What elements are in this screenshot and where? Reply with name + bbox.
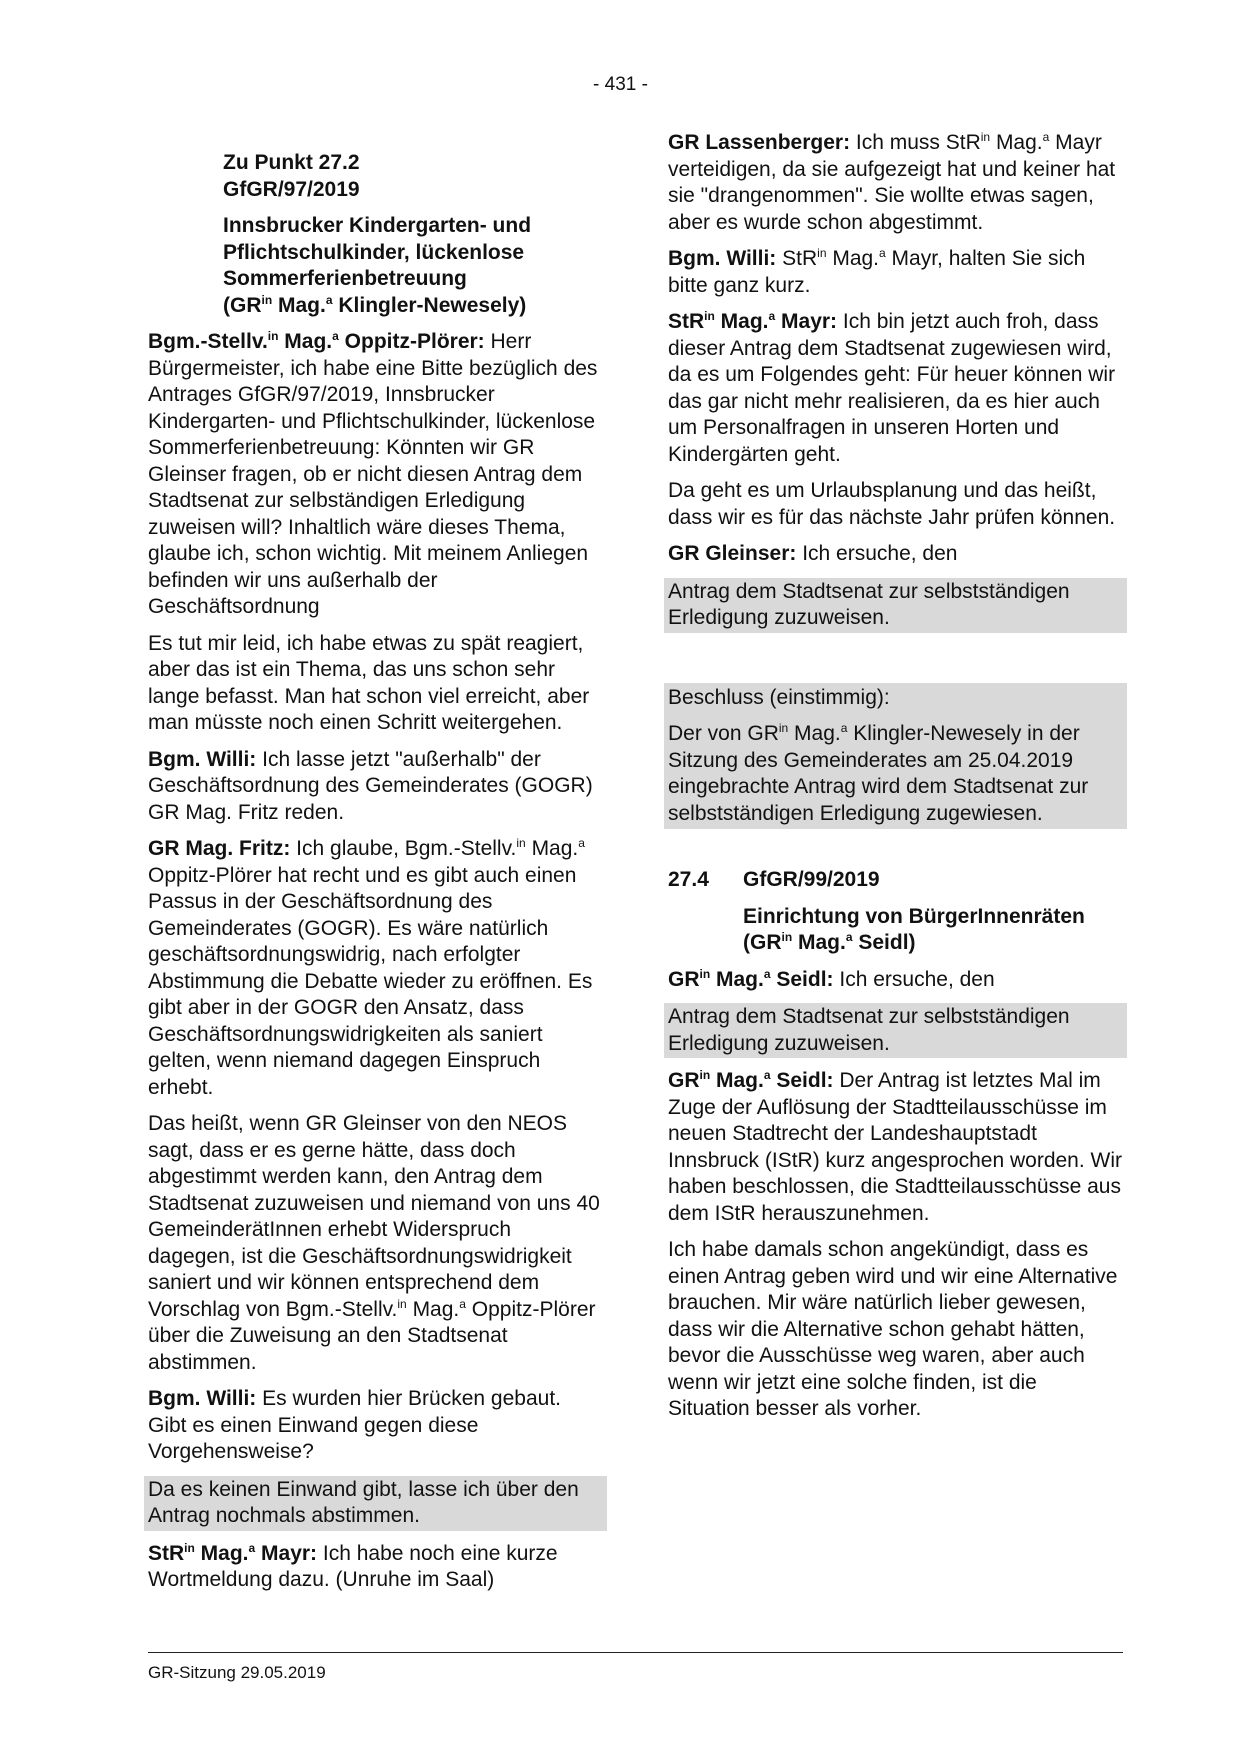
paragraph-oppitz-2: Es tut mir leid, ich habe etwas zu spät reagiert, aber das ist ein Thema, das uns schon sehr lange befasst. Man hat schon viel erreicht, aber man müsste noch einen Schritt weitergehen. xyxy=(148,631,590,734)
paragraph-text: Ich ersuche, den xyxy=(796,542,958,565)
resolution-box xyxy=(664,683,1127,830)
paragraph-text: Klingler-Newesely in der Sitzung des Gemeinderates am 25.04.2019 eingebrachte Antrag wird dem Stadtsenat zur selbstständigen Erledigung zugewiesen. xyxy=(668,722,1089,825)
paragraph-text: Mayr verteidigen, da sie aufgezeigt hat und keiner hat sie "drangenommen". Sie wollte etwas sagen, aber es wurde schon abgestimmt. xyxy=(668,131,1116,234)
paragraph-text: Oppitz-Plörer hat recht und es gibt auch einen Passus in der Geschäftsordnung des Gemeinderates (GOGR). Es wäre natürlich geschäftsordnungswidrig, nach erfolgter Abstimmung die Debatte wieder zu eröffnen. Es gibt aber in der GOGR den Ansatz, dass Geschäftsordnungswidrigkeiten als saniert gelten, wenn niemand dagegen Einspruch erhebt. xyxy=(148,863,593,1099)
paragraph-oppitz-1 xyxy=(148,329,603,621)
speaker-part: Mag. xyxy=(710,967,764,991)
paragraph-text: StR xyxy=(776,247,818,270)
paragraph-lassenberger xyxy=(668,130,1123,236)
agenda-item-code: GfGR/99/2019 xyxy=(743,868,880,891)
text-sup: a xyxy=(879,246,886,260)
text-sup: in xyxy=(397,1296,407,1311)
heading-author-sup2: a xyxy=(325,292,333,307)
text-sup: in xyxy=(516,836,526,850)
speaker-part: Mayr: xyxy=(775,310,838,333)
speaker-part: GR xyxy=(668,967,700,991)
paragraph-text: Mag. xyxy=(990,131,1043,154)
speaker-sup: in xyxy=(699,966,711,981)
shaded-motion-1: Antrag dem Stadtsenat zur selbstständigen Erledigung zuzuweisen. xyxy=(664,578,1127,633)
paragraph-text: Es wurden hier Brücken gebaut. Gibt es einen Einwand gegen diese Vorgehensweise? xyxy=(148,1387,561,1463)
heading-title-4 xyxy=(223,293,603,320)
agenda-item-number: 27.4 xyxy=(668,868,709,891)
item-author-sup2: a xyxy=(845,930,853,944)
speaker-willi: Bgm. Willi: xyxy=(148,747,257,771)
paragraph-text: Mag. xyxy=(826,247,880,270)
right-column xyxy=(668,130,1123,1433)
paragraph-text: Mag. xyxy=(788,722,841,745)
speaker-gleinser: GR Gleinser: xyxy=(668,542,797,565)
speaker-part: StR xyxy=(148,1541,185,1565)
item-title-1: Einrichtung von BürgerInnenräten xyxy=(743,904,1085,928)
speaker-part: GR xyxy=(668,1069,700,1092)
speaker-part: Mayr: xyxy=(255,1541,318,1565)
left-column xyxy=(148,150,603,1604)
speaker-part: StR xyxy=(668,310,705,333)
page-number: - 431 - xyxy=(593,74,648,95)
paragraph-seidl-1 xyxy=(668,967,1123,994)
heading-title-3: Sommerferienbetreuung xyxy=(223,267,467,290)
item-author-a: (GR xyxy=(743,931,782,954)
shaded-statement: Da es keinen Einwand gibt, lasse ich über den Antrag nochmals abstimmen. xyxy=(144,1476,607,1531)
heading-title-1: Innsbrucker Kindergarten- und xyxy=(223,214,532,237)
speaker-oppitz xyxy=(148,330,485,353)
speaker-sup: in xyxy=(184,1540,195,1555)
item-author-b: Mag. xyxy=(792,931,846,954)
spacer xyxy=(668,839,1123,867)
paragraph-text: Ich habe noch eine kurze Wortmeldung dazu. (Unruhe im Saal) xyxy=(148,1541,558,1591)
paragraph-text: Mayr, halten Sie sich bitte ganz kurz. xyxy=(668,247,1086,297)
paragraph-text: Ich lasse jetzt "außerhalb" der Geschäftsordnung des Gemeinderates (GOGR) GR Mag. Fritz reden. xyxy=(148,747,593,824)
speaker-lassenberger: GR Lassenberger: xyxy=(668,131,851,154)
speaker-part: Mag. xyxy=(714,310,769,333)
speaker-sup: a xyxy=(768,309,776,323)
paragraph-text: Mag. xyxy=(406,1297,460,1321)
speaker-part: Seidl: xyxy=(770,967,834,991)
item-author-c: Seidl) xyxy=(852,931,916,954)
paragraph-mayr-2 xyxy=(668,309,1123,468)
spacer xyxy=(668,643,1123,683)
paragraph-text: Herr Bürgermeister, ich habe eine Bitte bezüglich des Antrages GfGR/97/2019, Innsbrucker Kindergarten- und Pflichtschulkinder, lückenlose Sommerferienbetreuung: Könnten wir GR Gleinser fragen, ob er nicht diesen Antrag dem Stadtsenat zur selbständigen Erledigung zuweisen will? Inhaltlich wäre dieses Thema, glaube ich, schon wichtig. Mit meinem Anliegen befinden wir uns außerhalb der Geschäftsordnung xyxy=(148,330,598,618)
heading-author-a: (GR xyxy=(223,293,262,317)
speaker-sup: a xyxy=(763,1068,771,1082)
heading-author-c: Klingler-Newesely) xyxy=(332,293,527,317)
paragraph-text: Ich muss StR xyxy=(850,131,981,154)
paragraph-text: Mag. xyxy=(525,837,579,860)
paragraph-text: Oppitz-Plörer über die Zuweisung an den Stadtsenat abstimmen. xyxy=(148,1297,596,1374)
agenda-heading-27-2 xyxy=(223,150,603,319)
speaker-mayr xyxy=(668,310,837,333)
speaker-sup: a xyxy=(248,1540,256,1555)
speaker-seidl xyxy=(668,1069,834,1092)
paragraph-text: Ich ersuche, den xyxy=(833,967,995,991)
item-author-sup1: in xyxy=(781,930,793,944)
text-sup: a xyxy=(840,721,848,735)
resolution-label: Beschluss (einstimmig): xyxy=(668,685,890,709)
heading-code: GfGR/97/2019 xyxy=(223,177,360,201)
speaker-part: Bgm.-Stellv. xyxy=(148,330,268,353)
heading-title-2: Pflichtschulkinder, lückenlose xyxy=(223,240,525,264)
paragraph-fritz-2 xyxy=(148,1111,603,1376)
text-sup: in xyxy=(980,130,991,144)
heading-author-sup1: in xyxy=(261,292,273,307)
speaker-part: Oppitz-Plörer: xyxy=(338,330,485,353)
speaker-willi: Bgm. Willi: xyxy=(148,1387,257,1410)
speaker-sup: a xyxy=(763,966,771,981)
paragraph-mayr-1 xyxy=(148,1541,603,1594)
speaker-willi: Bgm. Willi: xyxy=(668,247,777,270)
speaker-sup: in xyxy=(267,329,279,343)
paragraph-seidl-3: Ich habe damals schon angekündigt, dass es einen Antrag geben wird und wir eine Alternative brauchen. Mir wäre natürlich lieber gewesen, dass wir die Alternative schon gehabt hätten, bevor die Ausschüsse weg waren, aber auch wenn wir jetzt eine solche finden, ist die Situation besser als vorher. xyxy=(668,1238,1118,1420)
text-sup: a xyxy=(459,1296,466,1311)
paragraph-mayr-3: Da geht es um Urlaubsplanung und das heißt, dass wir es für das nächste Jahr prüfen können. xyxy=(668,479,1116,529)
paragraph-text: Der Antrag ist letztes Mal im Zuge der Auflösung der Stadtteilausschüsse im neuen Stadtrecht der Landeshauptstadt Innsbruck (IStR) kurz angesprochen worden. Wir haben beschlossen, die Stadtteilausschüsse aus dem IStR herauszunehmen. xyxy=(668,1069,1123,1225)
shaded-motion-2: Antrag dem Stadtsenat zur selbstständigen Erledigung zuzuweisen. xyxy=(664,1003,1127,1058)
heading-point: Zu Punkt 27.2 xyxy=(223,151,360,174)
paragraph-text: Das heißt, wenn GR Gleinser von den NEOS sagt, dass er es gerne hätte, dass doch abgestimmt werden kann, den Antrag dem Stadtsenat zuzuweisen und niemand von uns 40 GemeinderätInnen erhebt Widerspruch dagegen, ist die Geschäftsordnungswidrigkeit saniert und wir können entsprechend dem Vorschlag von Bgm.-Stellv. xyxy=(148,1112,600,1321)
paragraph-gleinser xyxy=(668,541,1123,568)
paragraph-willi-3 xyxy=(668,246,1123,299)
footer-session-date: GR-Sitzung 29.05.2019 xyxy=(148,1663,326,1682)
paragraph-willi-1 xyxy=(148,747,603,827)
text-sup: in xyxy=(778,721,789,735)
speaker-mayr xyxy=(148,1542,317,1565)
text-sup: a xyxy=(1042,130,1050,144)
heading-author-b: Mag. xyxy=(272,293,326,317)
speaker-part: Seidl: xyxy=(770,1069,834,1092)
footer-divider xyxy=(148,1652,1123,1653)
speaker-seidl xyxy=(668,968,834,991)
paragraph-willi-2 xyxy=(148,1386,603,1466)
speaker-sup: a xyxy=(332,329,339,343)
resolution-text xyxy=(668,721,1123,827)
paragraph-text: Ich bin jetzt auch froh, dass dieser Antrag dem Stadtsenat zugewiesen wird, da es um Folgendes geht: Für heuer können wir das gar nicht mehr realisieren, da es hier auch um Personalfragen in unseren Horten und Kindergärten geht. xyxy=(668,310,1116,466)
speaker-part: Mag. xyxy=(710,1069,764,1092)
text-sup: a xyxy=(578,836,585,850)
agenda-item-27-4 xyxy=(668,867,1123,894)
text-sup: in xyxy=(817,246,827,260)
paragraph-text: Ich glaube, Bgm.-Stellv. xyxy=(290,837,517,860)
speaker-fritz: GR Mag. Fritz: xyxy=(148,837,291,860)
agenda-item-title xyxy=(743,904,1123,957)
item-title-2 xyxy=(743,930,1123,957)
speaker-sup: in xyxy=(699,1068,711,1082)
paragraph-seidl-2 xyxy=(668,1068,1123,1227)
speaker-sup: in xyxy=(704,309,715,323)
paragraph-fritz xyxy=(148,836,603,1101)
paragraph-text: Der von GR xyxy=(668,722,779,745)
speaker-part: Mag. xyxy=(278,330,333,353)
speaker-part: Mag. xyxy=(194,1541,249,1565)
